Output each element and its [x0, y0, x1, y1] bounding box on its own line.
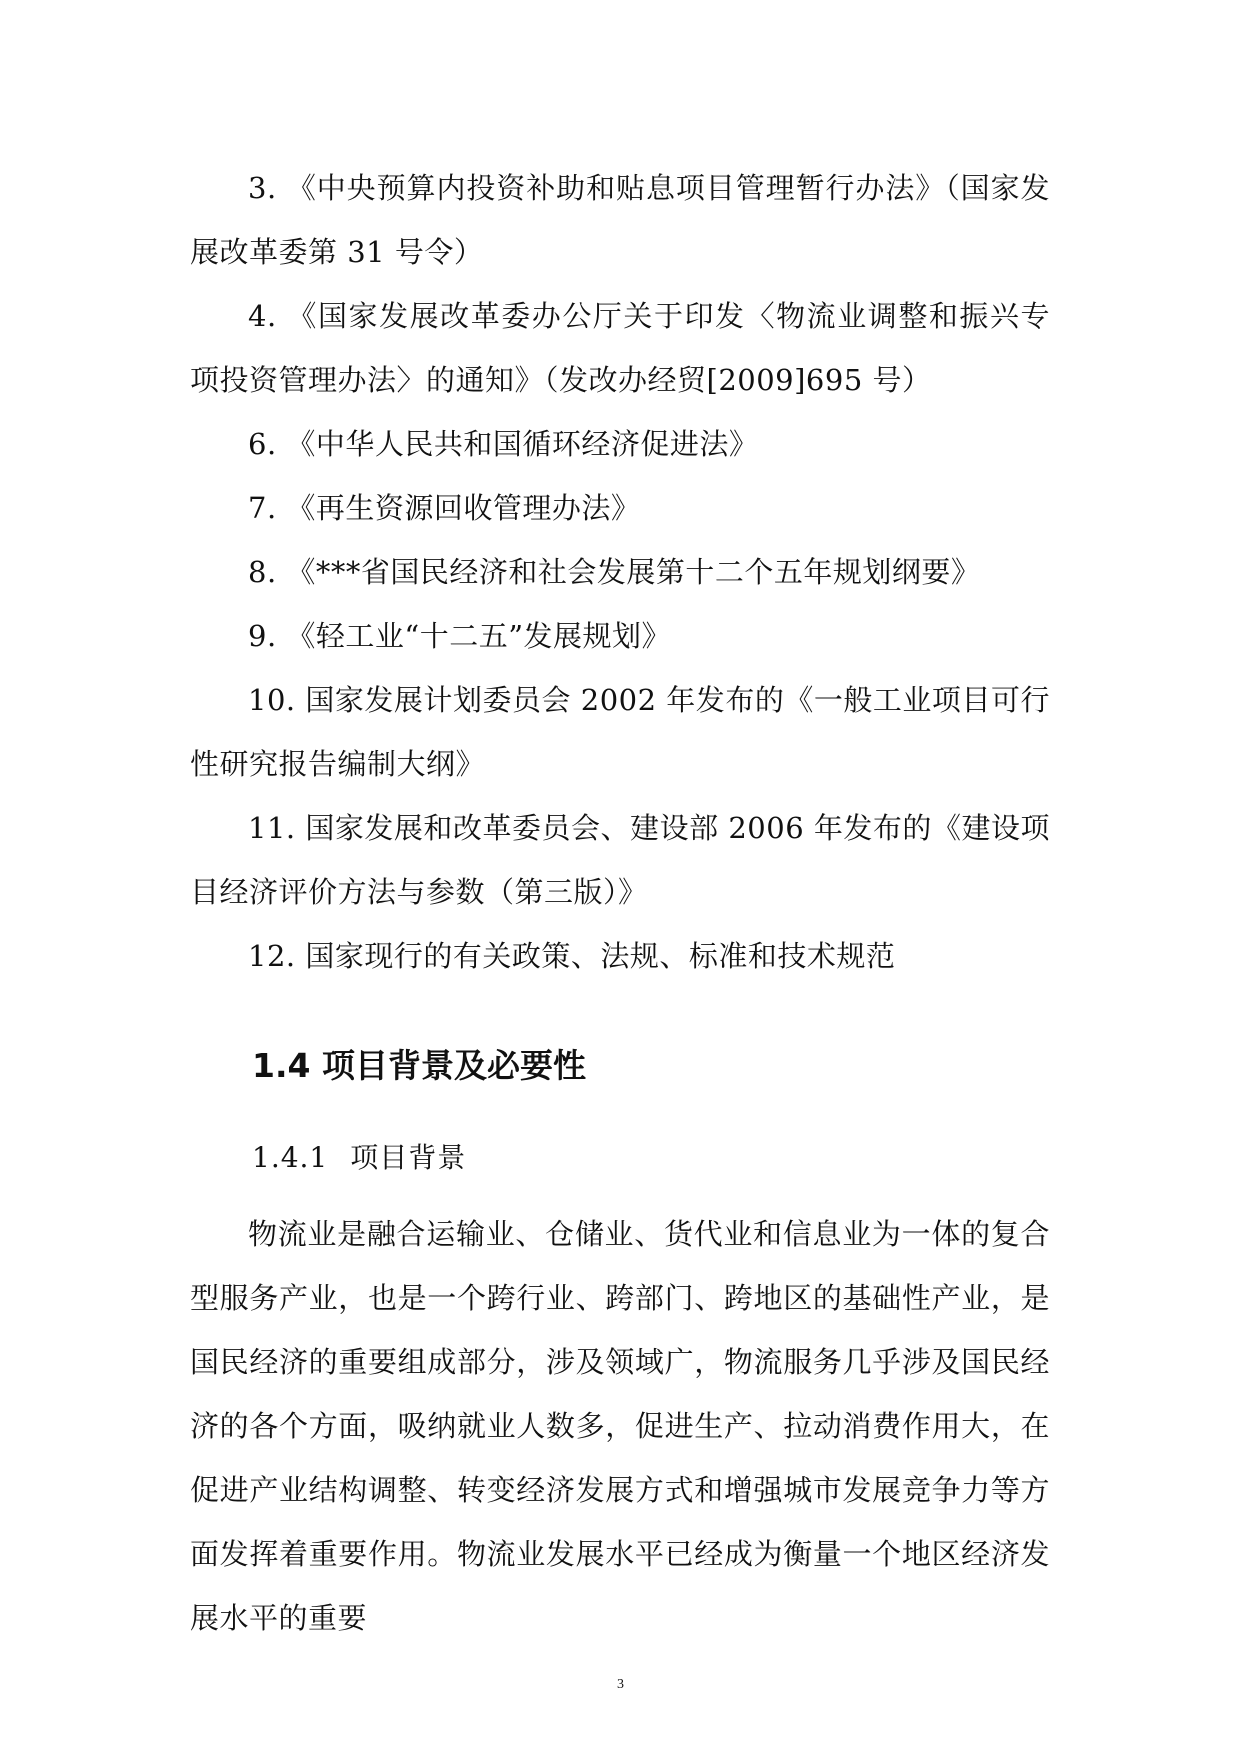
- reference-item-12: 12. 国家现行的有关政策、法规、标准和技术规范: [248, 939, 896, 973]
- reference-item-8: 8. 《***省国民经济和社会发展第十二个五年规划纲要》: [248, 555, 981, 589]
- subsection-heading: [252, 1138, 1050, 1178]
- section-heading: 1.4 项目背景及必要性: [252, 1046, 586, 1085]
- reference-item-11: 11. 国家发展和改革委员会、建设部 2006 年发布的《建设项目经济评价方法与参数（第三版）》: [190, 811, 1050, 909]
- subsection-number: 1.4.1: [252, 1141, 329, 1174]
- body-section: [190, 1202, 1050, 1650]
- reference-item-7: 7. 《再生资源回收管理办法》: [248, 491, 641, 525]
- body-paragraph: 物流业是融合运输业、仓储业、货代业和信息业为一体的复合型服务产业，也是一个跨行业、跨部门、跨地区的基础性产业，是国民经济的重要组成部分，涉及领域广，物流服务几乎涉及国民经济的各个方面，吸纳就业人数多，促进生产、拉动消费作用大，在促进产业结构调整、转变经济发展方式和增强城市发展竞争力等方面发挥着重要作用。物流业发展水平已经成为衡量一个地区经济发展水平的重要: [190, 1217, 1050, 1635]
- reference-item-6: 6. 《中华人民共和国循环经济促进法》: [248, 427, 759, 461]
- reference-item-9: 9. 《轻工业“十二五”发展规划》: [248, 619, 672, 653]
- page-number: 3: [617, 1677, 624, 1692]
- reference-item-10: 10. 国家发展计划委员会 2002 年发布的《一般工业项目可行性研究报告编制大纲》: [190, 683, 1050, 781]
- reference-item-3: 3. 《中央预算内投资补助和贴息项目管理暂行办法》（国家发展改革委第 31 号令）: [190, 171, 1050, 269]
- page-content: [190, 156, 1050, 1650]
- reference-list: [190, 156, 1050, 988]
- subsection-title: 项目背景: [350, 1141, 467, 1174]
- reference-item-4: 4. 《国家发展改革委办公厅关于印发〈物流业调整和振兴专项投资管理办法〉的通知》（发改办经贸[2009]695 号）: [190, 299, 1050, 397]
